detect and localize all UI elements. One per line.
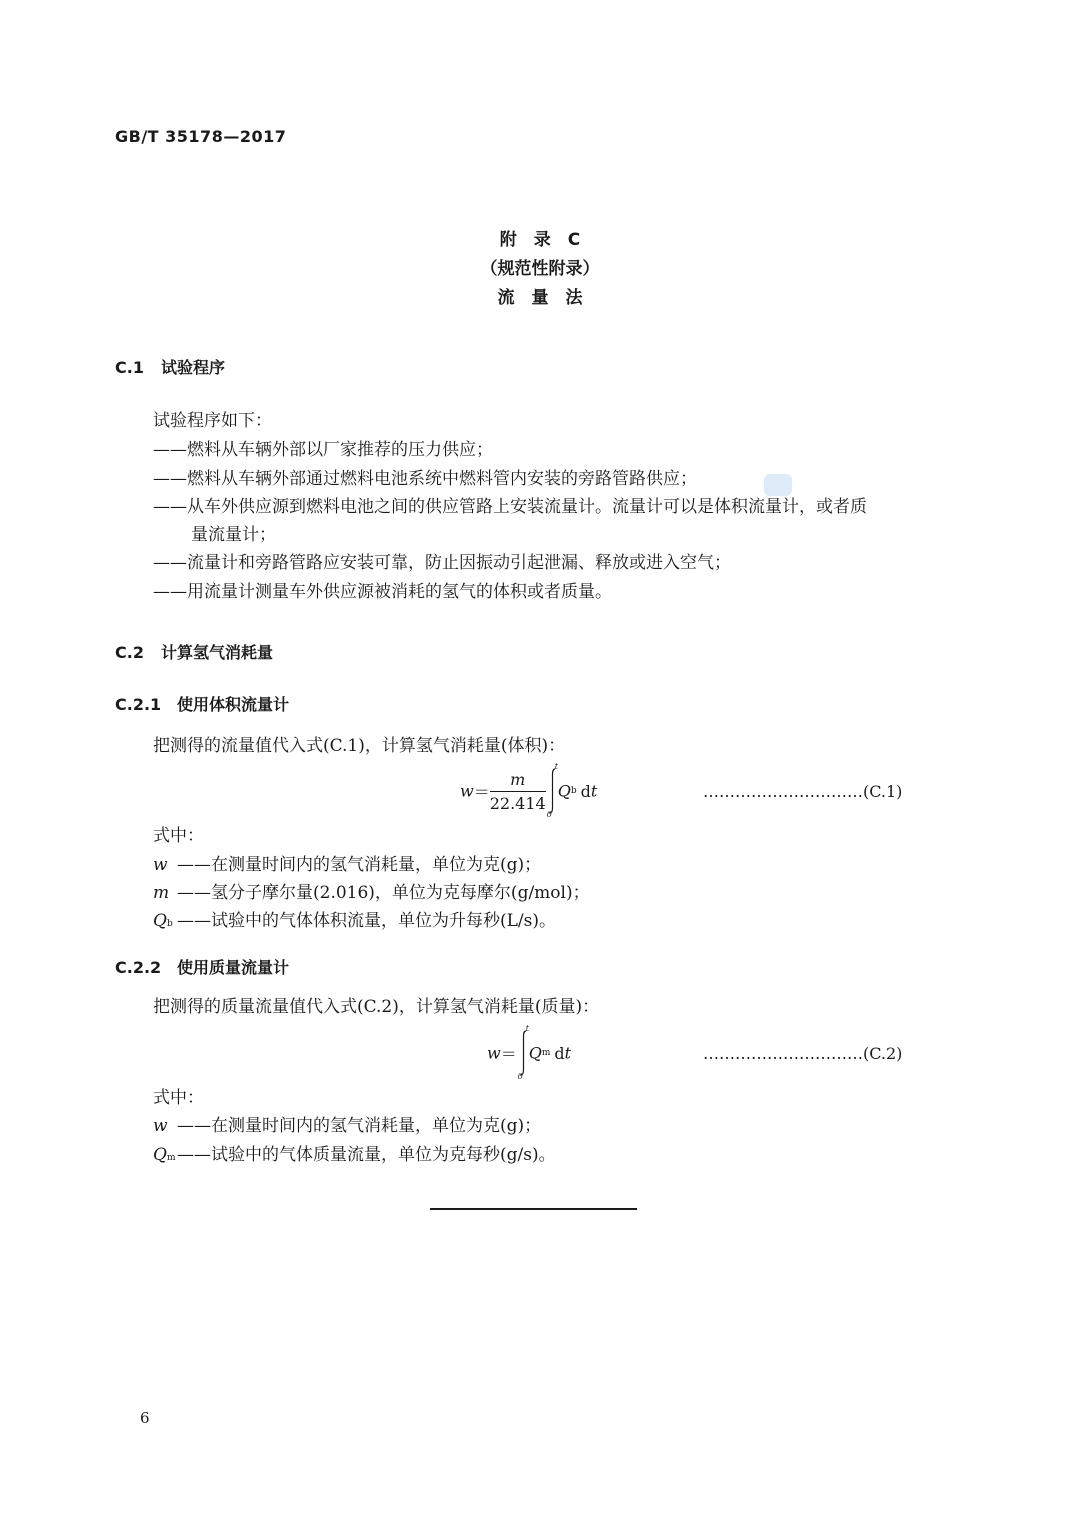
list-item-continuation: 量流量计； bbox=[191, 525, 276, 545]
section-c21-heading bbox=[115, 692, 289, 715]
section-title: 使用体积流量计 bbox=[177, 695, 290, 714]
c21-intro: 把测得的流量值代入式(C.1)，计算氢气消耗量(体积)： bbox=[153, 736, 566, 756]
c1-intro: 试验程序如下： bbox=[153, 411, 272, 431]
section-title: 使用质量流量计 bbox=[177, 958, 290, 977]
list-item: ——燃料从车辆外部通过燃料电池系统中燃料管内安装的旁路管路供应； bbox=[153, 469, 697, 489]
definition-text: ——试验中的气体质量流量，单位为克每秒(g/s)。 bbox=[177, 1145, 556, 1165]
watermark-logo bbox=[764, 474, 792, 496]
section-number: C.2.1 bbox=[115, 695, 162, 714]
list-item: ——燃料从车辆外部以厂家推荐的压力供应； bbox=[153, 440, 493, 460]
fraction-numerator: m bbox=[490, 770, 546, 792]
section-number: C.1 bbox=[115, 358, 144, 377]
annex-type: （规范性附录） bbox=[480, 259, 600, 279]
formula-lhs: w bbox=[487, 1043, 501, 1063]
definition-text: ——在测量时间内的氢气消耗量，单位为克(g)； bbox=[177, 1116, 542, 1136]
list-item: ——流量计和旁路管路应安装可靠，防止因振动引起泄漏、释放或进入空气； bbox=[153, 553, 731, 573]
definition-symbol-subscript: b bbox=[166, 919, 173, 929]
integral-lower-limit: 0 bbox=[517, 1072, 523, 1081]
formula-t: t bbox=[564, 1043, 572, 1063]
formula-c1 bbox=[460, 762, 598, 820]
page-number: 6 bbox=[140, 1409, 150, 1427]
formula-t: t bbox=[590, 781, 598, 801]
definition-symbol: Q bbox=[153, 911, 167, 931]
definition-symbol: Q bbox=[153, 1145, 167, 1165]
formula-lhs: w bbox=[460, 781, 474, 801]
where-label: 式中： bbox=[153, 826, 204, 846]
definition-row bbox=[153, 1116, 541, 1136]
section-c22-heading bbox=[115, 955, 289, 978]
definition-row bbox=[153, 883, 590, 903]
formula-fraction bbox=[490, 770, 546, 813]
annex-title: 附 录 C bbox=[499, 230, 581, 250]
end-rule bbox=[430, 1208, 637, 1210]
section-title: 试验程序 bbox=[161, 358, 226, 377]
integral-sign bbox=[517, 1024, 529, 1081]
integral-sign bbox=[546, 762, 558, 819]
equation-number-c1: …………………………(C.1) bbox=[703, 782, 903, 801]
integral-upper-limit: t bbox=[525, 1024, 529, 1033]
formula-q: Q bbox=[528, 1043, 542, 1063]
definition-text: ——在测量时间内的氢气消耗量，单位为克(g)； bbox=[177, 855, 542, 875]
integral-lower-limit: 0 bbox=[546, 810, 552, 819]
section-title: 计算氢气消耗量 bbox=[161, 643, 274, 662]
formula-q: Q bbox=[557, 781, 571, 801]
definition-symbol: w bbox=[153, 1116, 168, 1136]
definition-row bbox=[153, 911, 556, 934]
c22-intro: 把测得的质量流量值代入式(C.2)，计算氢气消耗量(质量)： bbox=[153, 997, 600, 1017]
fraction-denominator: 22.414 bbox=[489, 793, 546, 813]
section-c2-heading bbox=[115, 640, 273, 663]
formula-equals: ＝ bbox=[473, 782, 490, 802]
formula-q-subscript: b bbox=[570, 786, 577, 796]
definition-row bbox=[153, 1145, 556, 1168]
definition-row bbox=[153, 855, 541, 875]
list-item: ——从车外供应源到燃料电池之间的供应管路上安装流量计。流量计可以是体积流量计，或者质 bbox=[153, 497, 867, 517]
integral-upper-limit: t bbox=[554, 762, 558, 771]
definition-symbol-subscript: m bbox=[166, 1153, 176, 1163]
section-c1-heading bbox=[115, 355, 225, 378]
formula-equals: ＝ bbox=[500, 1044, 517, 1064]
equation-number-c2: …………………………(C.2) bbox=[703, 1044, 903, 1063]
formula-c2 bbox=[487, 1024, 572, 1082]
list-item: ——用流量计测量车外供应源被消耗的氢气的体积或者质量。 bbox=[153, 582, 612, 602]
formula-q-subscript: m bbox=[541, 1048, 551, 1058]
standard-id: GB/T 35178—2017 bbox=[115, 127, 287, 146]
definition-text: ——氢分子摩尔量(2.016)，单位为克每摩尔(g/mol)； bbox=[177, 883, 590, 903]
definition-symbol: w bbox=[153, 855, 168, 875]
formula-d: d bbox=[580, 781, 591, 801]
section-number: C.2 bbox=[115, 643, 144, 662]
definition-text: ——试验中的气体体积流量，单位为升每秒(L/s)。 bbox=[177, 911, 557, 931]
formula-d: d bbox=[554, 1043, 565, 1063]
annex-name: 流 量 法 bbox=[497, 288, 583, 308]
definition-symbol: m bbox=[153, 883, 170, 903]
where-label: 式中： bbox=[153, 1088, 204, 1108]
section-number: C.2.2 bbox=[115, 958, 162, 977]
